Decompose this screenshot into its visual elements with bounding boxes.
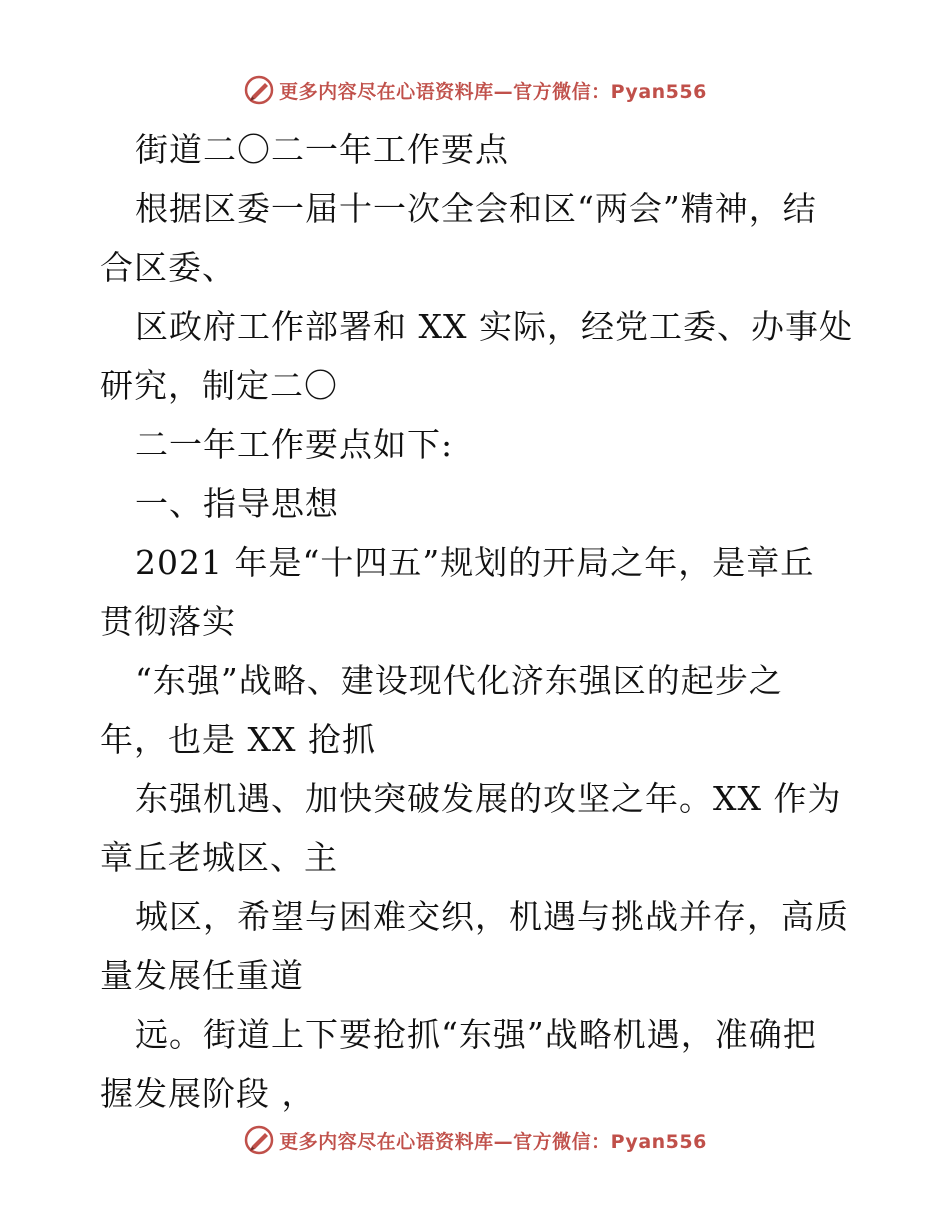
paragraph-line: 2021 年是“十四五”规划的开局之年，是章丘 bbox=[135, 543, 815, 582]
paragraph-line: “东强”战略、建设现代化济东强区的起步之 bbox=[135, 661, 783, 700]
watermark-text: 更多内容尽在心语资料库—官方微信：Pyan556 bbox=[279, 1130, 707, 1153]
paragraph-line: 东强机遇、加快突破发展的攻坚之年。XX 作为 bbox=[135, 779, 842, 818]
paragraph-line: 章丘老城区、主 bbox=[100, 838, 338, 877]
paragraph-line: 合区委、 bbox=[100, 248, 236, 287]
paragraph-line: 根据区委一届十一次全会和区“两会”精神，结 bbox=[135, 189, 817, 228]
document-body bbox=[100, 120, 860, 1123]
paragraph-line: 二一年工作要点如下: bbox=[135, 425, 454, 464]
paragraph-line: 贯彻落实 bbox=[100, 602, 236, 641]
document-title: 街道二〇二一年工作要点 bbox=[135, 130, 509, 169]
paragraph-line: 区政府工作部署和 XX 实际，经党工委、办事处 bbox=[135, 307, 853, 346]
paragraph-line: 年，也是 XX 抢抓 bbox=[100, 720, 376, 759]
watermark-banner-bottom bbox=[0, 1120, 950, 1160]
pen-logo-icon bbox=[243, 1124, 275, 1156]
pen-logo-icon bbox=[243, 74, 275, 106]
paragraph-line: 研究，制定二〇 bbox=[100, 366, 338, 405]
paragraph-line: 城区，希望与困难交织，机遇与挑战并存，高质 bbox=[135, 897, 849, 936]
paragraph-line: 量发展任重道 bbox=[100, 956, 304, 995]
section-heading: 一、指导思想 bbox=[135, 484, 339, 523]
watermark-text: 更多内容尽在心语资料库—官方微信：Pyan556 bbox=[279, 80, 707, 103]
watermark-banner-top bbox=[0, 70, 950, 110]
paragraph-line: 远。街道上下要抢抓“东强”战略机遇，准确把 bbox=[135, 1015, 817, 1054]
paragraph-line: 握发展阶段 ， bbox=[100, 1074, 316, 1113]
